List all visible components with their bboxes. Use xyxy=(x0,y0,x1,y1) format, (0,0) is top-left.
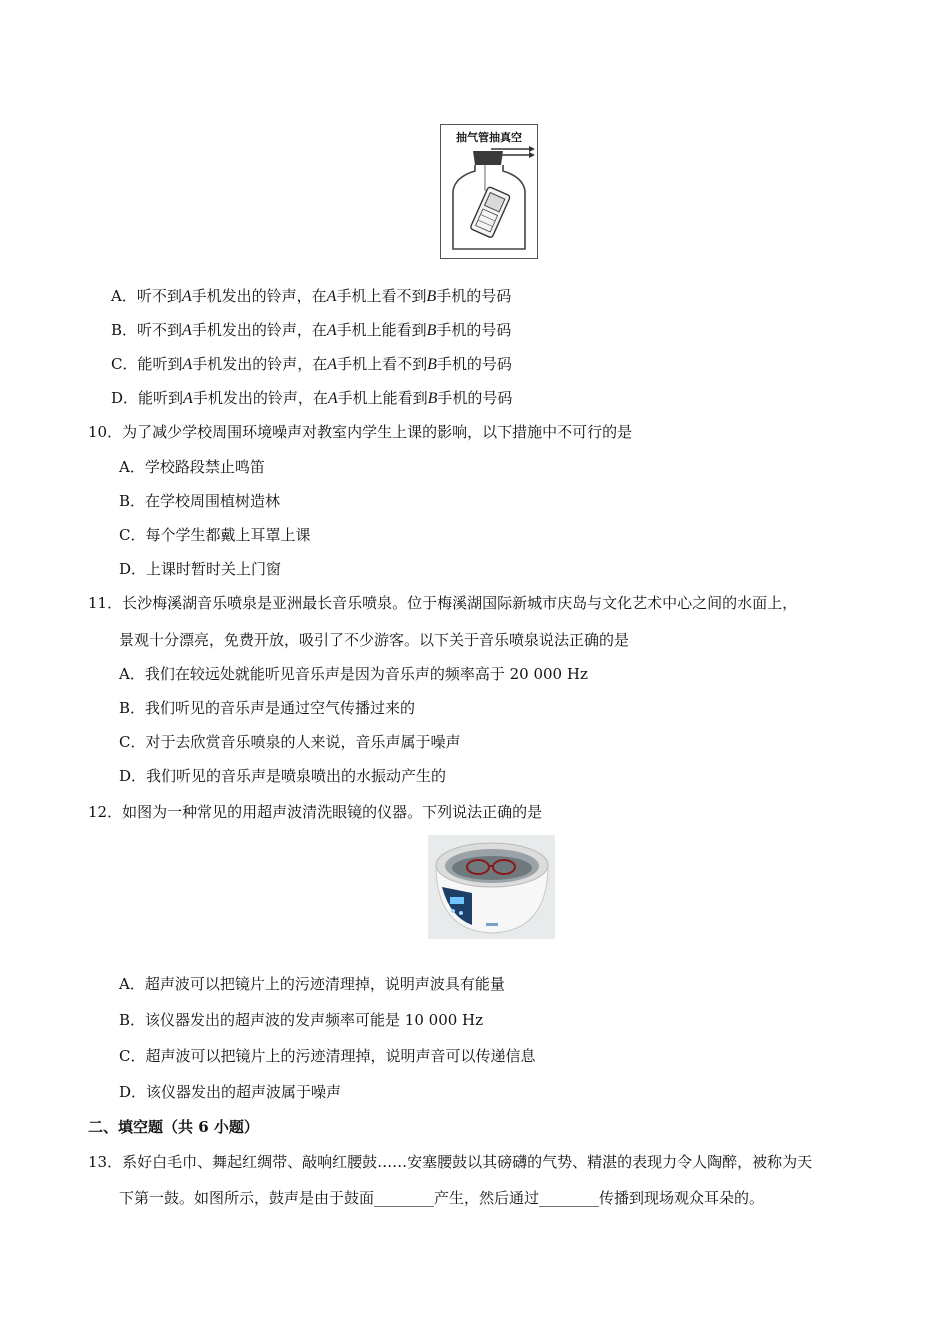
q12-option-d: D．该仪器发出的超声波属于噪声 xyxy=(119,1083,342,1101)
vacuum-jar-with-phone-illustration xyxy=(441,125,537,258)
q11-stem-line2: 景观十分漂亮，免费开放，吸引了不少游客。以下关于音乐喷泉说法正确的是 xyxy=(119,631,630,649)
q9-option-d: D．能听到A手机发出的铃声，在A手机上能看到B手机的号码 xyxy=(111,389,513,407)
q10-option-b: B．在学校周围植树造林 xyxy=(119,492,281,510)
q9-option-c: C．能听到A手机发出的铃声，在A手机上看不到B手机的号码 xyxy=(111,355,512,373)
q10-option-d: D．上课时暂时关上门窗 xyxy=(119,560,282,578)
q10-option-a: A．学校路段禁止鸣笛 xyxy=(119,458,265,476)
q9-option-b: B．听不到A手机发出的铃声，在A手机上能看到B手机的号码 xyxy=(111,321,512,339)
q13-stem-line1: 13．系好白毛巾、舞起红绸带、敲响红腰鼓……安塞腰鼓以其磅礴的气势、精湛的表现力令人陶醉，被称为天 xyxy=(88,1153,813,1171)
ultrasonic-cleaner-figure xyxy=(428,835,555,939)
q12-option-c: C．超声波可以把镜片上的污迹清理掉，说明声音可以传递信息 xyxy=(119,1047,536,1065)
q11-option-c: C．对于去欣赏音乐喷泉的人来说，音乐声属于噪声 xyxy=(119,733,461,751)
vacuum-jar-figure xyxy=(440,124,538,259)
q11-option-b: B．我们听见的音乐声是通过空气传播过来的 xyxy=(119,699,416,717)
q11-option-d: D．我们听见的音乐声是喷泉喷出的水振动产生的 xyxy=(119,767,447,785)
section-2-title: 二、填空题（共 6 小题） xyxy=(88,1118,259,1136)
figure-label: 抽气管抽真空 xyxy=(456,131,522,144)
ultrasonic-cleaner-photo xyxy=(428,835,555,939)
q10-stem: 10．为了减少学校周围环境噪声对教室内学生上课的影响，以下措施中不可行的是 xyxy=(88,423,633,441)
q12-stem: 12．如图为一种常见的用超声波清洗眼镜的仪器。下列说法正确的是 xyxy=(88,803,543,821)
q12-option-b: B．该仪器发出的超声波的发声频率可能是 10 000 Hz xyxy=(119,1011,484,1029)
q10-option-c: C．每个学生都戴上耳罩上课 xyxy=(119,526,311,544)
q11-stem-line1: 11．长沙梅溪湖音乐喷泉是亚洲最长音乐喷泉。位于梅溪湖国际新城市庆岛与文化艺术中心之间的水面上， xyxy=(88,594,798,612)
q11-option-a: A．我们在较远处就能听见音乐声是因为音乐声的频率高于 20 000 Hz xyxy=(119,665,588,683)
q12-option-a: A．超声波可以把镜片上的污迹清理掉，说明声波具有能量 xyxy=(119,975,505,993)
q9-option-a: A．听不到A手机发出的铃声，在A手机上看不到B手机的号码 xyxy=(111,287,512,305)
q13-stem-line2: 下第一鼓。如图所示，鼓声是由于鼓面________产生，然后通过________传播到现场观众耳朵的。 xyxy=(119,1189,765,1207)
